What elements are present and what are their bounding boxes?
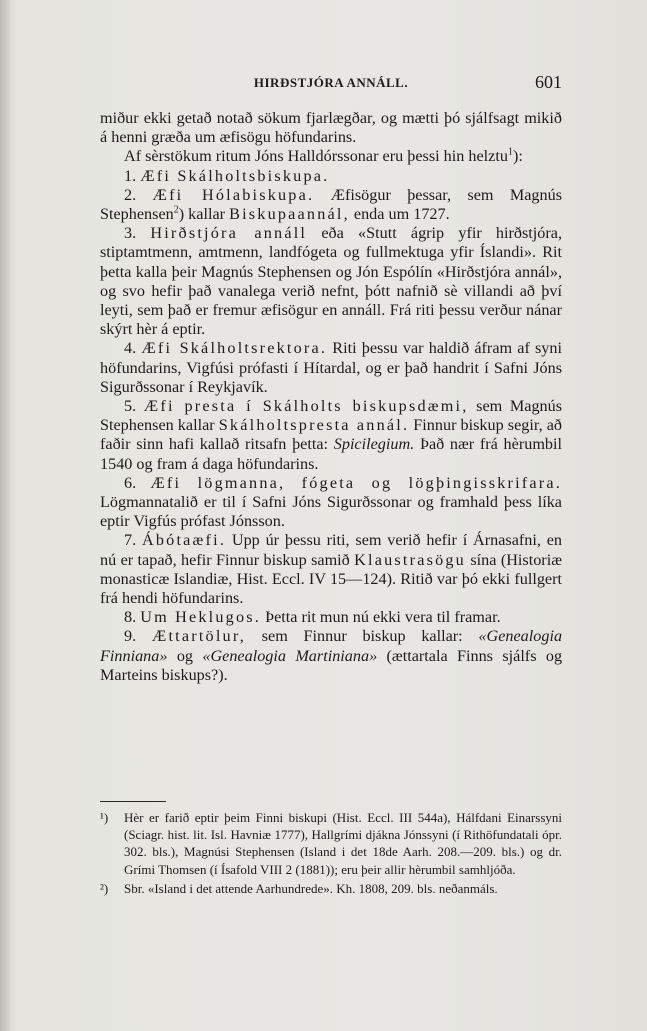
work-title-4: Æfi Skálholtsrektora. xyxy=(141,339,328,358)
page-gutter-shadow xyxy=(0,0,12,1031)
paragraph-continuation: miður ekki getað notað sökum fjarlægðar, og mætti þó sjálfsagt mikið á henni græða um æfisögu höfundarins. xyxy=(100,109,562,147)
paragraph-intro: Af sèrstökum ritum Jóns Halldórssonar eru þessi hin helztu$^1$): xyxy=(124,147,523,166)
list-item-7: 7. Ábótaæfi. Upp úr þessu riti, sem verið hefir í Árnasafni, en nú er tapað, hefir Finnur biskup samið Klaustrasögu sína (Historiæ monasticæ Islandiæ, Hist. Eccl. IV 15—124). Ritið var þó ekki fullgert frá hendi höfundarins. xyxy=(100,531,563,608)
footnote-text-2: Sbr. «Island i det attende Aarhundrede». Kh. 1808, 209. bls. neðanmáls. xyxy=(124,880,498,896)
body-text xyxy=(100,109,562,685)
list-item-9: 9. Ættartölur, sem Finnur biskup kallar: «Genealogia Finniana» og «Genealogia Martiniana» (ættartala Finns sjálfs og Marteins biskups?). xyxy=(100,627,563,684)
work-title-5: Æfi presta í Skálholts biskupsdæmi, xyxy=(143,397,469,416)
list-item-4: 4. Æfi Skálholtsrektora. Riti þessu var haldið áfram af syni höfundarins, Vigfúsi prófasti í Hítardal, og er það handrit í Safni Jóns Sigurðssonar í Reykjavík. xyxy=(100,339,562,396)
footnote-ref-1: 1 xyxy=(507,147,513,159)
work-title-9: Ættartölur, xyxy=(151,627,247,646)
list-item-3: 3. Hirðstjóra annáll eða «Stutt ágrip yfir hirðstjóra, stiptamtmenn, amtmenn, landfógeta og fullmektuga yfir Íslandi». Rit þetta kalla þeir Magnús Stephensen og Jón Espólín «Hirðstjóra annál», og svo hefir það vanalega verið nefnt, þótt nafnið sè villandi að því leyti, sem það er fremur æfisögur en annáll. Frá riti þessu verður nánar skýrt hèr á eptir. xyxy=(100,224,563,339)
list-item-6: 6. Æfi lögmanna, fógeta og lögþingisskrifara. Lögmannatalið er til í Safni Jóns Sigurðssonar og framhald þess líka eptir Vigfús prófast Jónsson. xyxy=(100,473,562,531)
list-item-1: 1. Æfi Skálholtsbiskupa. xyxy=(124,166,330,185)
footnote-2 xyxy=(100,880,562,897)
list-item-2: 2. Æfi Hólabiskupa. Æfisögur þessar, sem Magnús Stephensen$^2$) kallar Biskupaannál, enda um 1727. xyxy=(100,185,562,224)
footnote-mark-1: ¹) xyxy=(100,810,109,825)
footnote-1 xyxy=(100,809,562,878)
work-title-1: Æfi Skálholtsbiskupa. xyxy=(140,166,330,185)
work-title-2: Æfi Hólabiskupa. xyxy=(152,185,315,204)
list-item-8: 8. Um Heklugos. Þetta rit mun nú ekki vera til framar. xyxy=(124,608,501,627)
work-title-6: Æfi lögmanna, fógeta og lögþingisskrifara. xyxy=(150,473,562,492)
footnotes xyxy=(100,809,562,899)
footnote-separator xyxy=(100,801,166,802)
work-title-8: Um Heklugos. xyxy=(140,608,262,627)
work-title-3: Hirðstjóra annáll xyxy=(150,224,308,243)
footnote-text-1: Hèr er farið eptir þeim Finni biskupi (Hist. Eccl. III 544a), Hálfdani Einarssyni (Sciagr. hist. lit. Isl. Havniæ 1777), Hallgrími djákna Jónssyni (í Rithöfundatali ópr. 302. bls.), Magnúsi Stephensen (Island i det 18de Aarh. 208.—209. bls.) og dr. Grími Thomsen (í Ísafold VIII 2 (1881)); eru þeir allir hèrumbil samhljóða. xyxy=(124,810,562,877)
running-head: HIRÐSTJÓRA ANNÁLL. xyxy=(253,75,409,90)
footnote-mark-2: ²) xyxy=(100,880,109,896)
list-item-5: 5. Æfi presta í Skálholts biskupsdæmi, sem Magnús Stephensen kallar Skálholtspresta annál. Finnur biskup segir, að faðir sinn hafi kallað ritsafn þetta: Spicilegium. Það nær frá hèrumbil 1540 og fram á daga höfundarins. xyxy=(100,397,563,473)
page-number: 601 xyxy=(535,72,562,92)
footnote-ref-2: 2 xyxy=(173,204,179,216)
work-title-7: Ábótaæfi. xyxy=(141,531,227,550)
page-header xyxy=(100,72,562,96)
